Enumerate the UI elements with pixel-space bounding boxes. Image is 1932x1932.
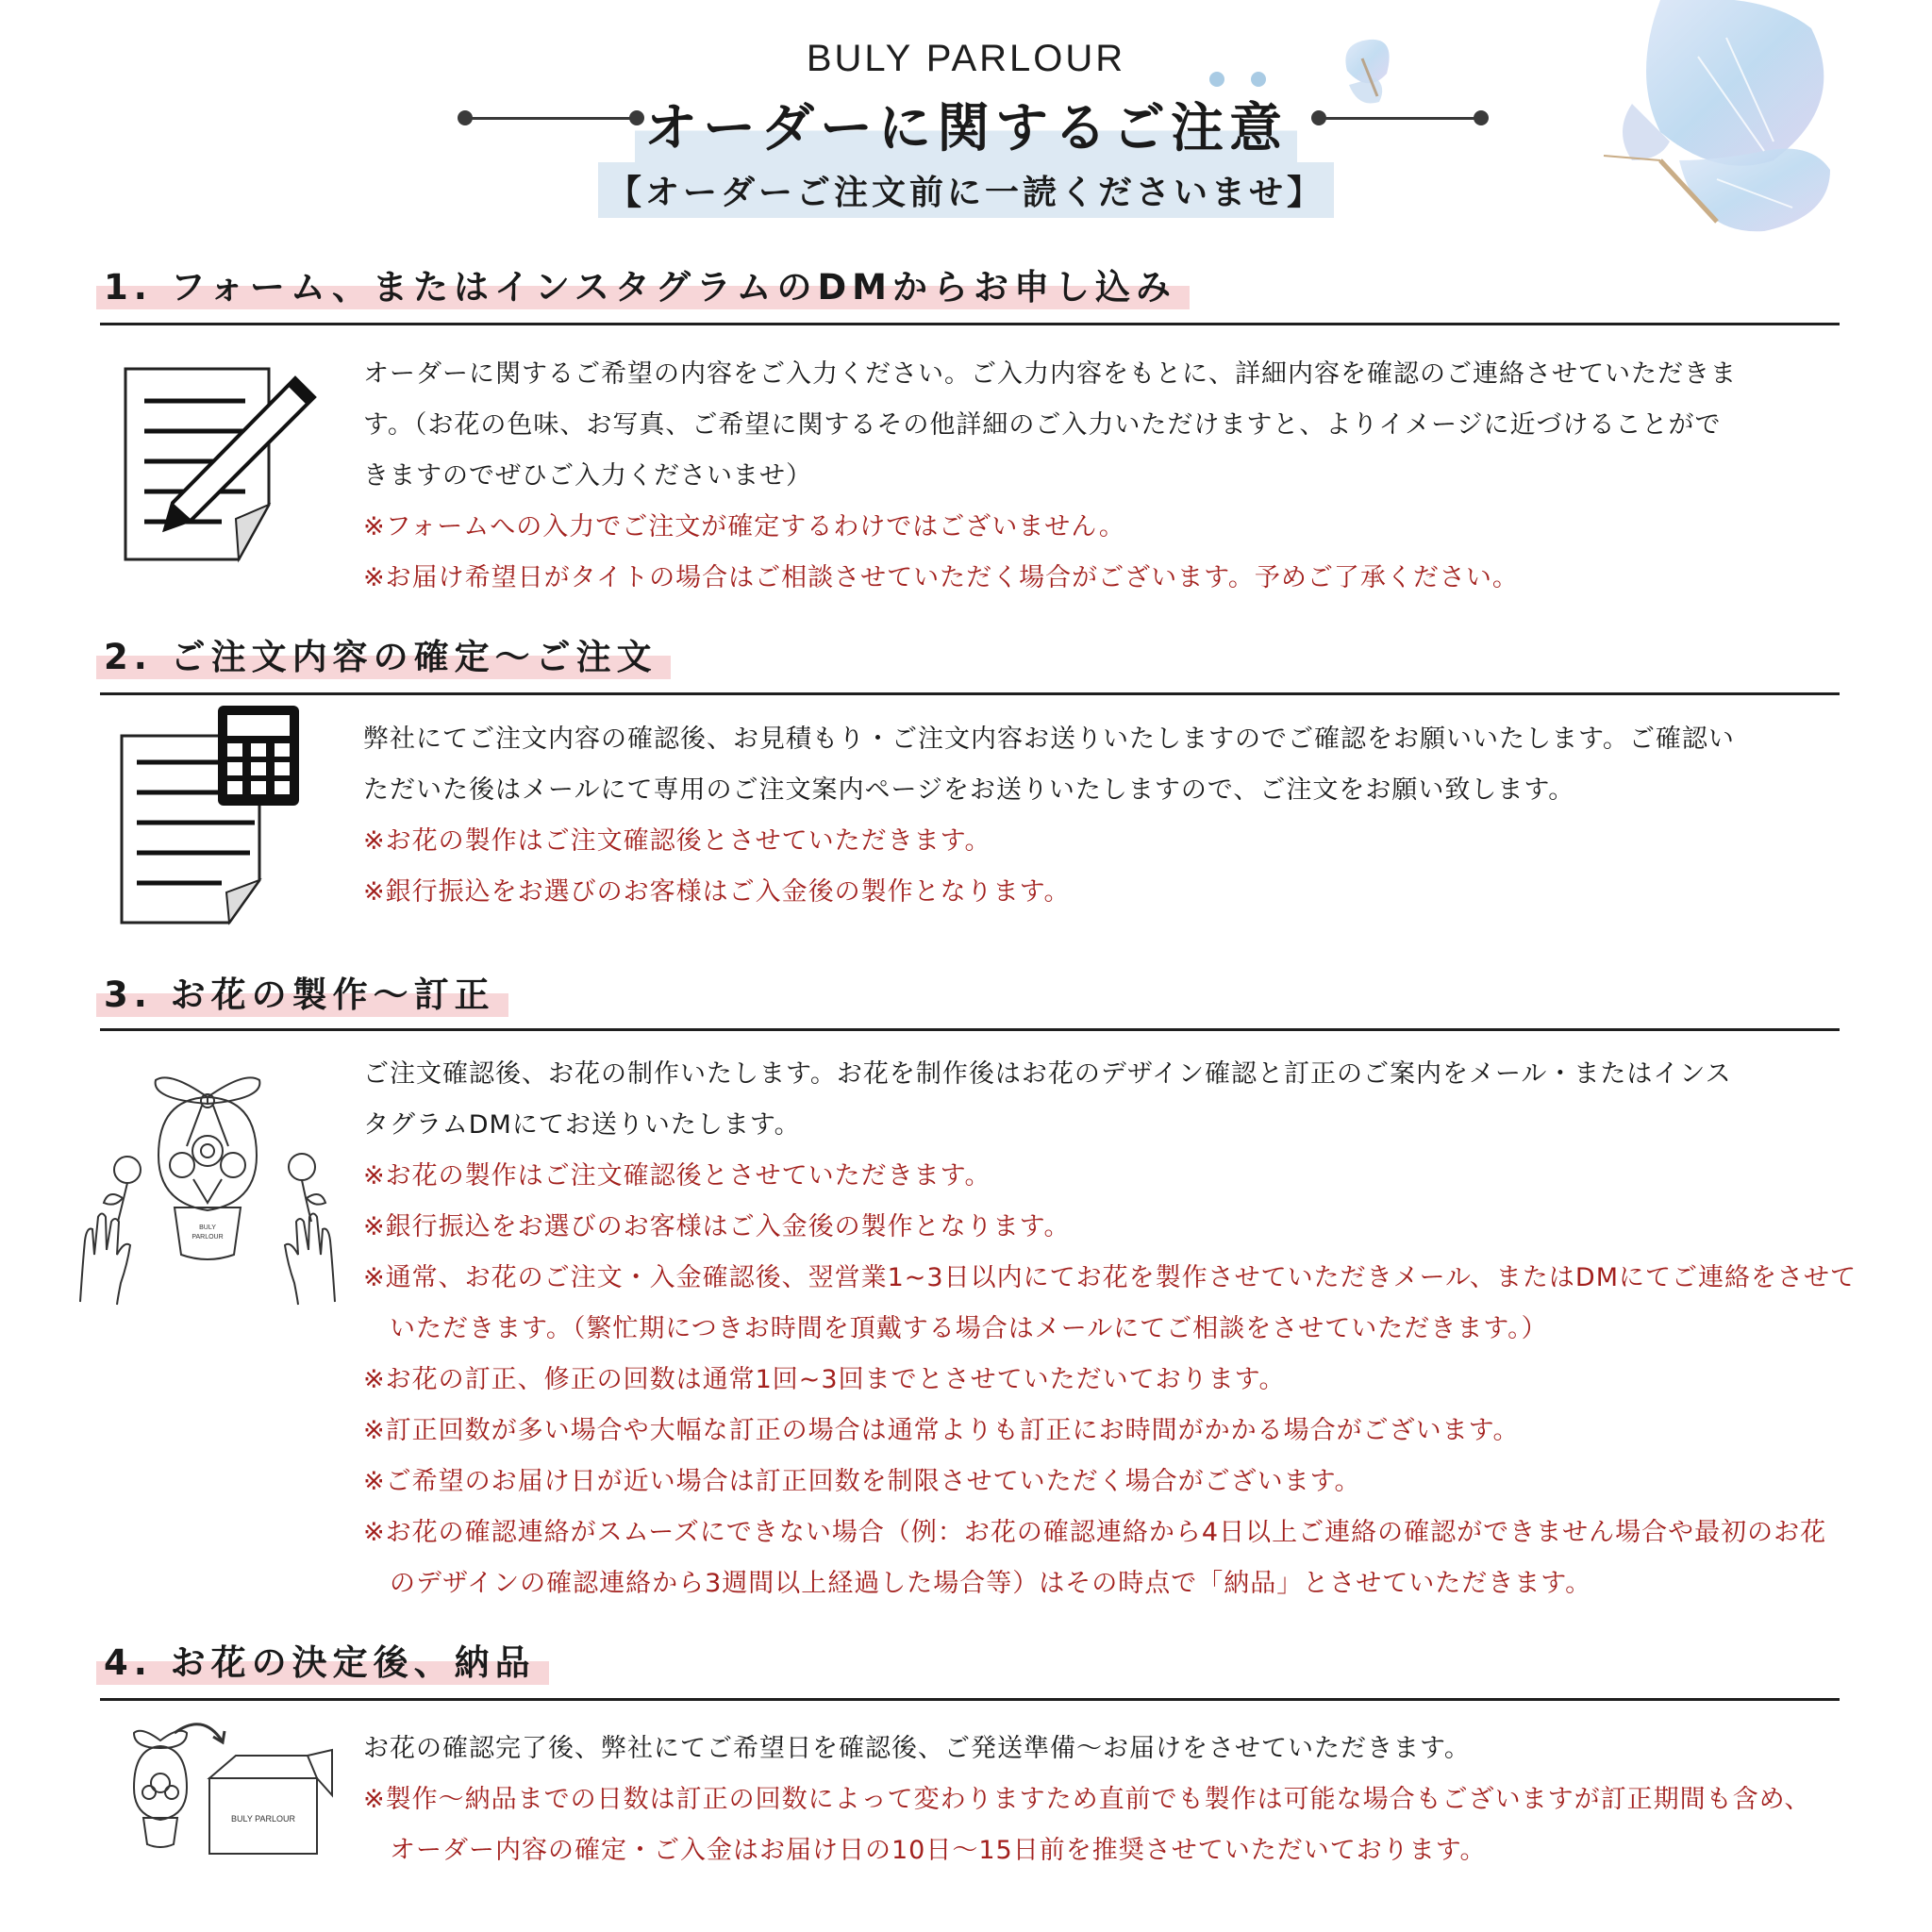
section-1-body [363, 349, 1854, 604]
note-line: ※通常、お花のご注文・入金確認後、翌営業1~3日以内にてお花を製作させていただきメール、またはDMにてご連絡をさせて [363, 1263, 1857, 1292]
decor-dot [1251, 72, 1266, 87]
body-line: す。（お花の色味、お写真、ご希望に関するその他詳細のご入力いただけますと、よりイメージに近づけることがで [363, 410, 1722, 440]
svg-text:BULY PARLOUR: BULY PARLOUR [230, 1814, 296, 1824]
section-3-body [363, 1049, 1857, 1609]
section-4-body [363, 1724, 1854, 1876]
svg-text:PARLOUR: PARLOUR [192, 1234, 224, 1241]
section-3-heading: 3. お花の製作～訂正 [96, 964, 508, 1017]
note-line: ※フォームへの入力でご注文が確定するわけではございません。 [363, 512, 1125, 541]
page-subtitle: 【オーダーご注文前に一読くださいませ】 [598, 162, 1334, 218]
note-line: ※お花の製作はご注文確認後とさせていただきます。 [363, 826, 991, 856]
note-line: ※お花の製作はご注文確認後とさせていただきます。 [363, 1161, 991, 1191]
note-line: ※銀行振込をお選びのお客様はご入金後の製作となります。 [363, 877, 1071, 907]
section-1-divider [100, 323, 1840, 325]
section-1-heading: 1. フォーム、またはインスタグラムのDMからお申し込み [96, 257, 1190, 309]
body-line: お花の確認完了後、弊社にてご希望日を確認後、ご発送準備～お届けをさせていただきます。 [363, 1734, 1471, 1763]
bouquet-to-box-illustration [123, 1722, 340, 1863]
body-line: きますのでぜひご入力くださいませ） [363, 461, 812, 491]
note-line: のデザインの確認連絡から3週間以上経過した場合等）はその時点で「納品」とさせていただきます。 [390, 1569, 1592, 1598]
section-2-body [363, 714, 1854, 918]
brand-name: BULY PARLOUR [806, 38, 1126, 79]
note-line: いただきます。（繁忙期につきお時間を頂戴する場合はメールにてご相談をさせていただきます。） [390, 1314, 1548, 1343]
note-line: ※製作～納品までの日数は訂正の回数によって変わりますため直前でも製作は可能な場合もございますが訂正期間も含め、 [363, 1785, 1811, 1814]
body-line: ご注文確認後、お花の制作いたします。お花を制作後はお花のデザイン確認と訂正のご案内をメール・またはインス [363, 1059, 1732, 1089]
flower-bouquet-illustration [75, 1061, 340, 1307]
note-line: オーダー内容の確定・ご入金はお届け日の10日～15日前を推奨させていただいております。 [390, 1836, 1487, 1865]
body-line: ただいた後はメールにて専用のご注文案内ページをお送りいたしますので、ご注文をお願い致します。 [363, 775, 1575, 805]
note-line: ※お届け希望日がタイトの場合はご相談させていただく場合がございます。予めご了承ください。 [363, 563, 1519, 592]
form-pencil-icon [118, 363, 325, 571]
section-2-heading: 2. ご注文内容の確定～ご注文 [96, 626, 671, 679]
section-4-heading: 4. お花の決定後、納品 [96, 1632, 549, 1685]
section-3-divider [100, 1028, 1840, 1031]
svg-text:BULY: BULY [199, 1224, 216, 1231]
page-title: オーダーに関するご注意 [635, 87, 1297, 162]
body-line: オーダーに関するご希望の内容をご入力ください。ご入力内容をもとに、詳細内容を確認のご連絡させていただきま [363, 359, 1737, 389]
body-line: タグラムDMにてお送りいたします。 [363, 1110, 801, 1140]
section-4-divider [100, 1698, 1840, 1701]
note-line: ※お花の訂正、修正の回数は通常1回~3回までとさせていただいております。 [363, 1365, 1286, 1394]
decor-dot [1209, 72, 1224, 87]
body-line: 弊社にてご注文内容の確認後、お見積もり・ご注文内容お送りいたしますのでご確認をお願いいたします。ご確認い [363, 724, 1735, 754]
calculator-document-icon [118, 706, 325, 932]
note-line: ※お花の確認連絡がスムーズにできない場合（例：お花の確認連絡から4日以上ご連絡の確認ができません場合や最初のお花 [363, 1518, 1827, 1547]
note-line: ※訂正回数が多い場合や大幅な訂正の場合は通常よりも訂正にお時間がかかる場合がございます。 [363, 1416, 1520, 1445]
note-line: ※ご希望のお届け日が近い場合は訂正回数を制限させていただく場合がございます。 [363, 1467, 1361, 1496]
section-2-divider [100, 692, 1840, 695]
note-line: ※銀行振込をお選びのお客様はご入金後の製作となります。 [363, 1212, 1071, 1241]
